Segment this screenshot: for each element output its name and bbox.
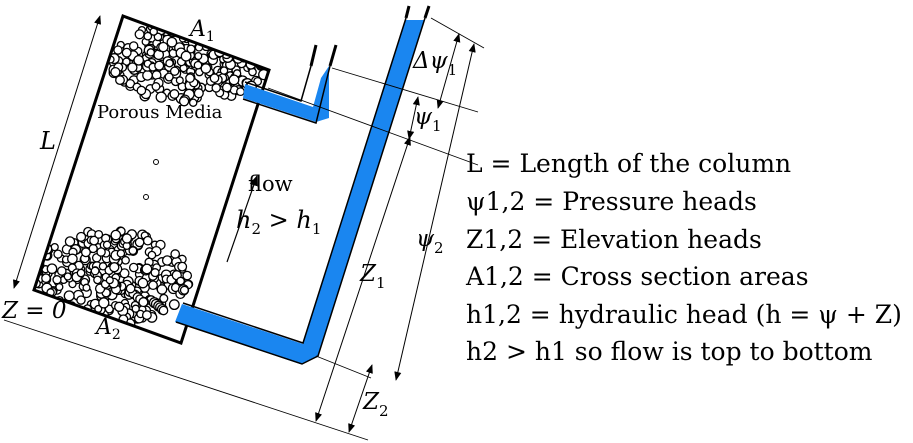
pebble: [126, 284, 134, 292]
pebble: [177, 277, 184, 284]
label-porous-media: Porous Media: [97, 102, 223, 123]
pebble: [149, 281, 157, 289]
pebble: [77, 233, 86, 242]
pebble: [83, 284, 90, 291]
pebble: [106, 277, 113, 284]
pebble: [195, 53, 202, 60]
pebble: [242, 51, 249, 58]
pebble: [229, 75, 239, 85]
pebble: [147, 49, 154, 56]
pebble: [91, 267, 99, 275]
pebble: [163, 256, 172, 265]
pebble: [178, 262, 187, 271]
legend-item: ψ1,2 = Pressure heads: [466, 187, 757, 216]
pebble: [186, 74, 194, 82]
pebble: [56, 284, 63, 291]
psi2-dimension: [396, 44, 474, 380]
pebble: [73, 310, 82, 319]
label-delta-psi1: $\Delta\psi_1$: [413, 48, 458, 79]
pebble: [82, 248, 91, 257]
pebble: [111, 68, 120, 77]
pebble: [205, 18, 212, 25]
pebble: [65, 237, 74, 246]
pebble: [99, 298, 109, 308]
pebble: [181, 286, 189, 294]
pebble: [167, 22, 176, 31]
pebble: [175, 25, 185, 35]
pebble: [142, 264, 152, 274]
pebble: [246, 38, 253, 45]
pebble: [171, 67, 179, 75]
pebble: [135, 30, 144, 39]
pebble: [148, 251, 155, 258]
pebble: [255, 39, 262, 46]
pebble: [260, 50, 268, 58]
pebble: [228, 23, 236, 31]
pebble: [212, 84, 220, 92]
pebble: [201, 64, 210, 73]
pebble: [165, 24, 172, 31]
pebble: [137, 86, 145, 94]
pebble: [234, 41, 242, 49]
pebble: [116, 76, 125, 85]
pebble: [265, 59, 274, 68]
pebble: [232, 26, 241, 35]
pebble: [138, 278, 147, 287]
pebble: [27, 273, 37, 283]
pebble: [68, 254, 77, 263]
pebble: [143, 71, 152, 80]
pebble: [243, 43, 253, 53]
pebble: [30, 272, 37, 279]
pebble: [194, 61, 201, 68]
pebble: [117, 250, 124, 257]
pebble: [220, 67, 227, 74]
legend-item: A1,2 = Cross section areas: [466, 262, 809, 291]
pebble: [24, 267, 32, 275]
pebble: [135, 238, 143, 246]
pebble: [77, 296, 85, 304]
label-a1: $A_1$: [190, 17, 215, 45]
pebble: [261, 49, 271, 59]
pebble: [115, 302, 124, 311]
pebble: [171, 250, 179, 258]
pebble: [132, 305, 139, 312]
media-dot: [144, 195, 149, 200]
pebble: [183, 271, 191, 279]
pebble: [194, 89, 203, 98]
label-z-zero: Z = 0: [2, 298, 67, 324]
pebble: [143, 311, 152, 320]
pebble: [259, 56, 268, 65]
pebble: [122, 234, 131, 243]
pebble: [97, 248, 105, 256]
label-flow-relation: $h_2 > h_1$: [236, 206, 322, 238]
pebble: [255, 49, 265, 59]
pebble: [176, 77, 183, 84]
pebble: [227, 39, 235, 47]
pebble: [238, 40, 246, 48]
legend-item: h1,2 = hydraulic head (h = ψ + Z): [466, 300, 902, 329]
label-a2: $A_2$: [96, 315, 121, 343]
pebble: [166, 60, 173, 67]
pebble: [130, 263, 138, 271]
pebble: [221, 37, 228, 44]
pebble: [253, 42, 263, 52]
pebble: [130, 42, 138, 50]
pebble: [47, 264, 56, 273]
pebble: [139, 298, 148, 307]
pebble: [54, 250, 62, 258]
pebble: [222, 25, 229, 32]
pebble: [181, 51, 191, 61]
pebble: [122, 257, 129, 264]
label-psi2: $\psi_2$: [416, 226, 444, 257]
label-z1: $Z_1$: [360, 261, 386, 292]
pebble: [77, 269, 84, 276]
pebble: [237, 88, 245, 96]
pebble: [225, 40, 232, 47]
legend-item: Z1,2 = Elevation heads: [466, 225, 762, 254]
pebble: [122, 48, 131, 57]
pebble: [110, 263, 119, 272]
pebble: [234, 40, 242, 48]
label-psi1: $\psi_1$: [414, 104, 442, 135]
pebble: [104, 241, 111, 248]
pebble: [167, 38, 176, 47]
pebble: [155, 61, 164, 70]
pebble: [165, 19, 172, 26]
pebble: [173, 25, 181, 33]
pebble: [210, 74, 218, 82]
pebble: [157, 285, 166, 294]
pebble: [245, 31, 253, 39]
pebble: [235, 41, 244, 50]
pebble: [24, 273, 31, 280]
pebble: [27, 266, 34, 273]
pebble: [245, 48, 252, 55]
label-flow: flow: [248, 172, 293, 196]
pebble: [170, 90, 179, 99]
label-length: L: [40, 127, 56, 155]
pebble: [226, 26, 235, 35]
pebble: [53, 276, 61, 284]
legend: [465, 149, 902, 366]
pebble: [134, 56, 143, 65]
pebble: [235, 42, 243, 50]
pebble: [111, 230, 120, 239]
pebble: [180, 28, 190, 38]
pebble: [222, 42, 230, 50]
legend-item: L = Length of the column: [466, 149, 792, 178]
pebble: [170, 300, 180, 310]
pebble: [223, 83, 232, 92]
media-dot: [154, 160, 159, 165]
pebble: [26, 283, 34, 291]
pebble: [159, 306, 167, 314]
pebble: [231, 34, 238, 41]
pebble: [247, 50, 255, 58]
pebble: [144, 237, 152, 245]
pebble: [159, 43, 168, 52]
pebble: [156, 92, 166, 102]
label-z2: $Z_2$: [363, 389, 389, 420]
pebble: [254, 45, 262, 53]
pebble: [151, 269, 159, 277]
pebble: [152, 83, 160, 91]
pebble: [95, 231, 103, 239]
pebble: [64, 273, 71, 280]
pebble: [240, 38, 250, 48]
pebble: [94, 276, 101, 283]
legend-item: h2 > h1 so flow is top to bottom: [466, 337, 873, 366]
pebble: [114, 46, 122, 54]
pebble: [42, 274, 50, 282]
pebble: [86, 320, 94, 328]
